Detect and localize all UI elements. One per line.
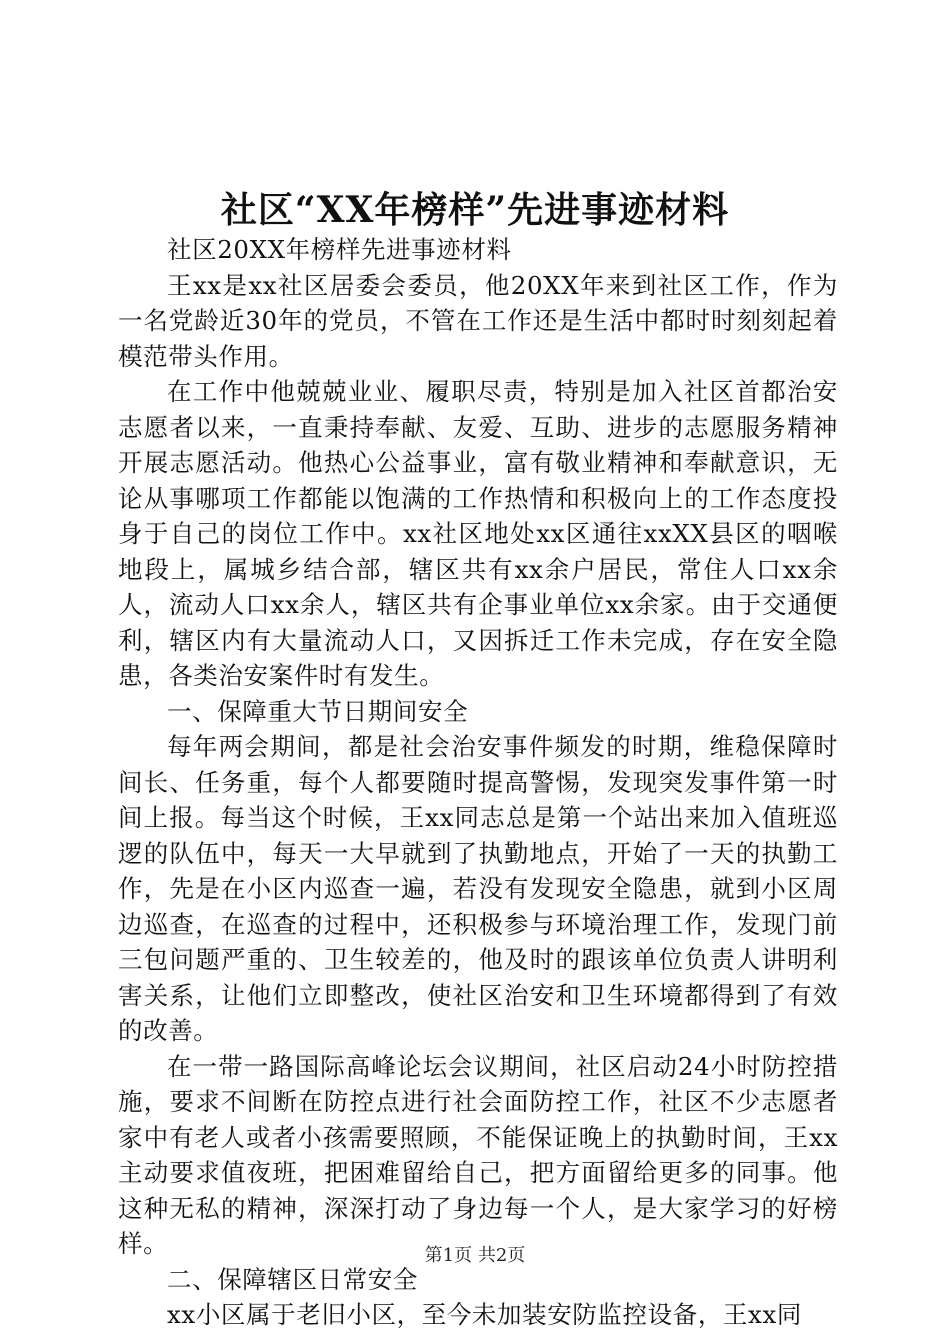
paragraph-intro: 王xx是xx社区居委会委员，他20XX年来到社区工作，作为一名党龄近30年的党员，不管在工作还是生活中都时时刻刻起着模范带头作用。 — [118, 270, 838, 371]
paragraph-forum-duty: 在一带一路国际高峰论坛会议期间，社区启动24小时防控措施，要求不间断在防控点进行社会面防控工作，社区不少志愿者家中有老人或者小孩需要照顾，不能保证晚上的执勤时间，王xx主动要求值夜班，把困难留给自己，把方面留给更多的同事。他这种无私的精神，深深打动了身边每一个人，是大家学习的好榜样。 — [118, 1051, 838, 1258]
document-body — [118, 232, 838, 1333]
paragraph-daily-safety: xx小区属于老旧小区，至今未加装安防监控设备，王xx同 — [167, 1300, 802, 1329]
section-heading-2: 二、保障辖区日常安全 — [167, 1264, 418, 1294]
paragraph-holiday-duty: 每年两会期间，都是社会治安事件频发的时期，维稳保障时间长、任务重，每个人都要随时提高警惕，发现突发事件第一时间上报。每当这个时候，王xx同志总是第一个站出来加入值班巡逻的队伍中，每天一大早就到了执勤地点，开始了一天的执勤工作，先是在小区内巡查一遍，若没有发现安全隐患，就到小区周边巡查，在巡查的过程中，还积极参与环境治理工作，发现门前三包问题严重的、卫生较差的，他及时的跟该单位负责人讲明利害关系，让他们立即整改，使社区治安和卫生环境都得到了有效的改善。 — [118, 732, 838, 1045]
page-footer: 第1页 共2页 — [424, 1245, 526, 1266]
section-heading-1: 一、保障重大节日期间安全 — [167, 696, 469, 726]
document-title: 社区“XX年榜样”先进事迹材料 — [220, 189, 730, 231]
paragraph-background: 在工作中他兢兢业业、履职尽责，特别是加入社区首都治安志愿者以来，一直秉持奉献、友爱、互助、进步的志愿服务精神开展志愿活动。他热心公益事业，富有敬业精神和奉献意识，无论从事哪项工作都能以饱满的工作热情和积极向上的工作态度投身于自己的岗位工作中。xx社区地处xx区通往xxXX县区的咽喉地段上，属城乡结合部，辖区共有xx余户居民，常住人口xx余人，流动人口xx余人，辖区共有企事业单位xx余家。由于交通便利，辖区内有大量流动人口，又因拆迁工作未完成，存在安全隐患，各类治安案件时有发生。 — [118, 377, 838, 690]
paragraph-subtitle: 社区20XX年榜样先进事迹材料 — [167, 235, 512, 264]
